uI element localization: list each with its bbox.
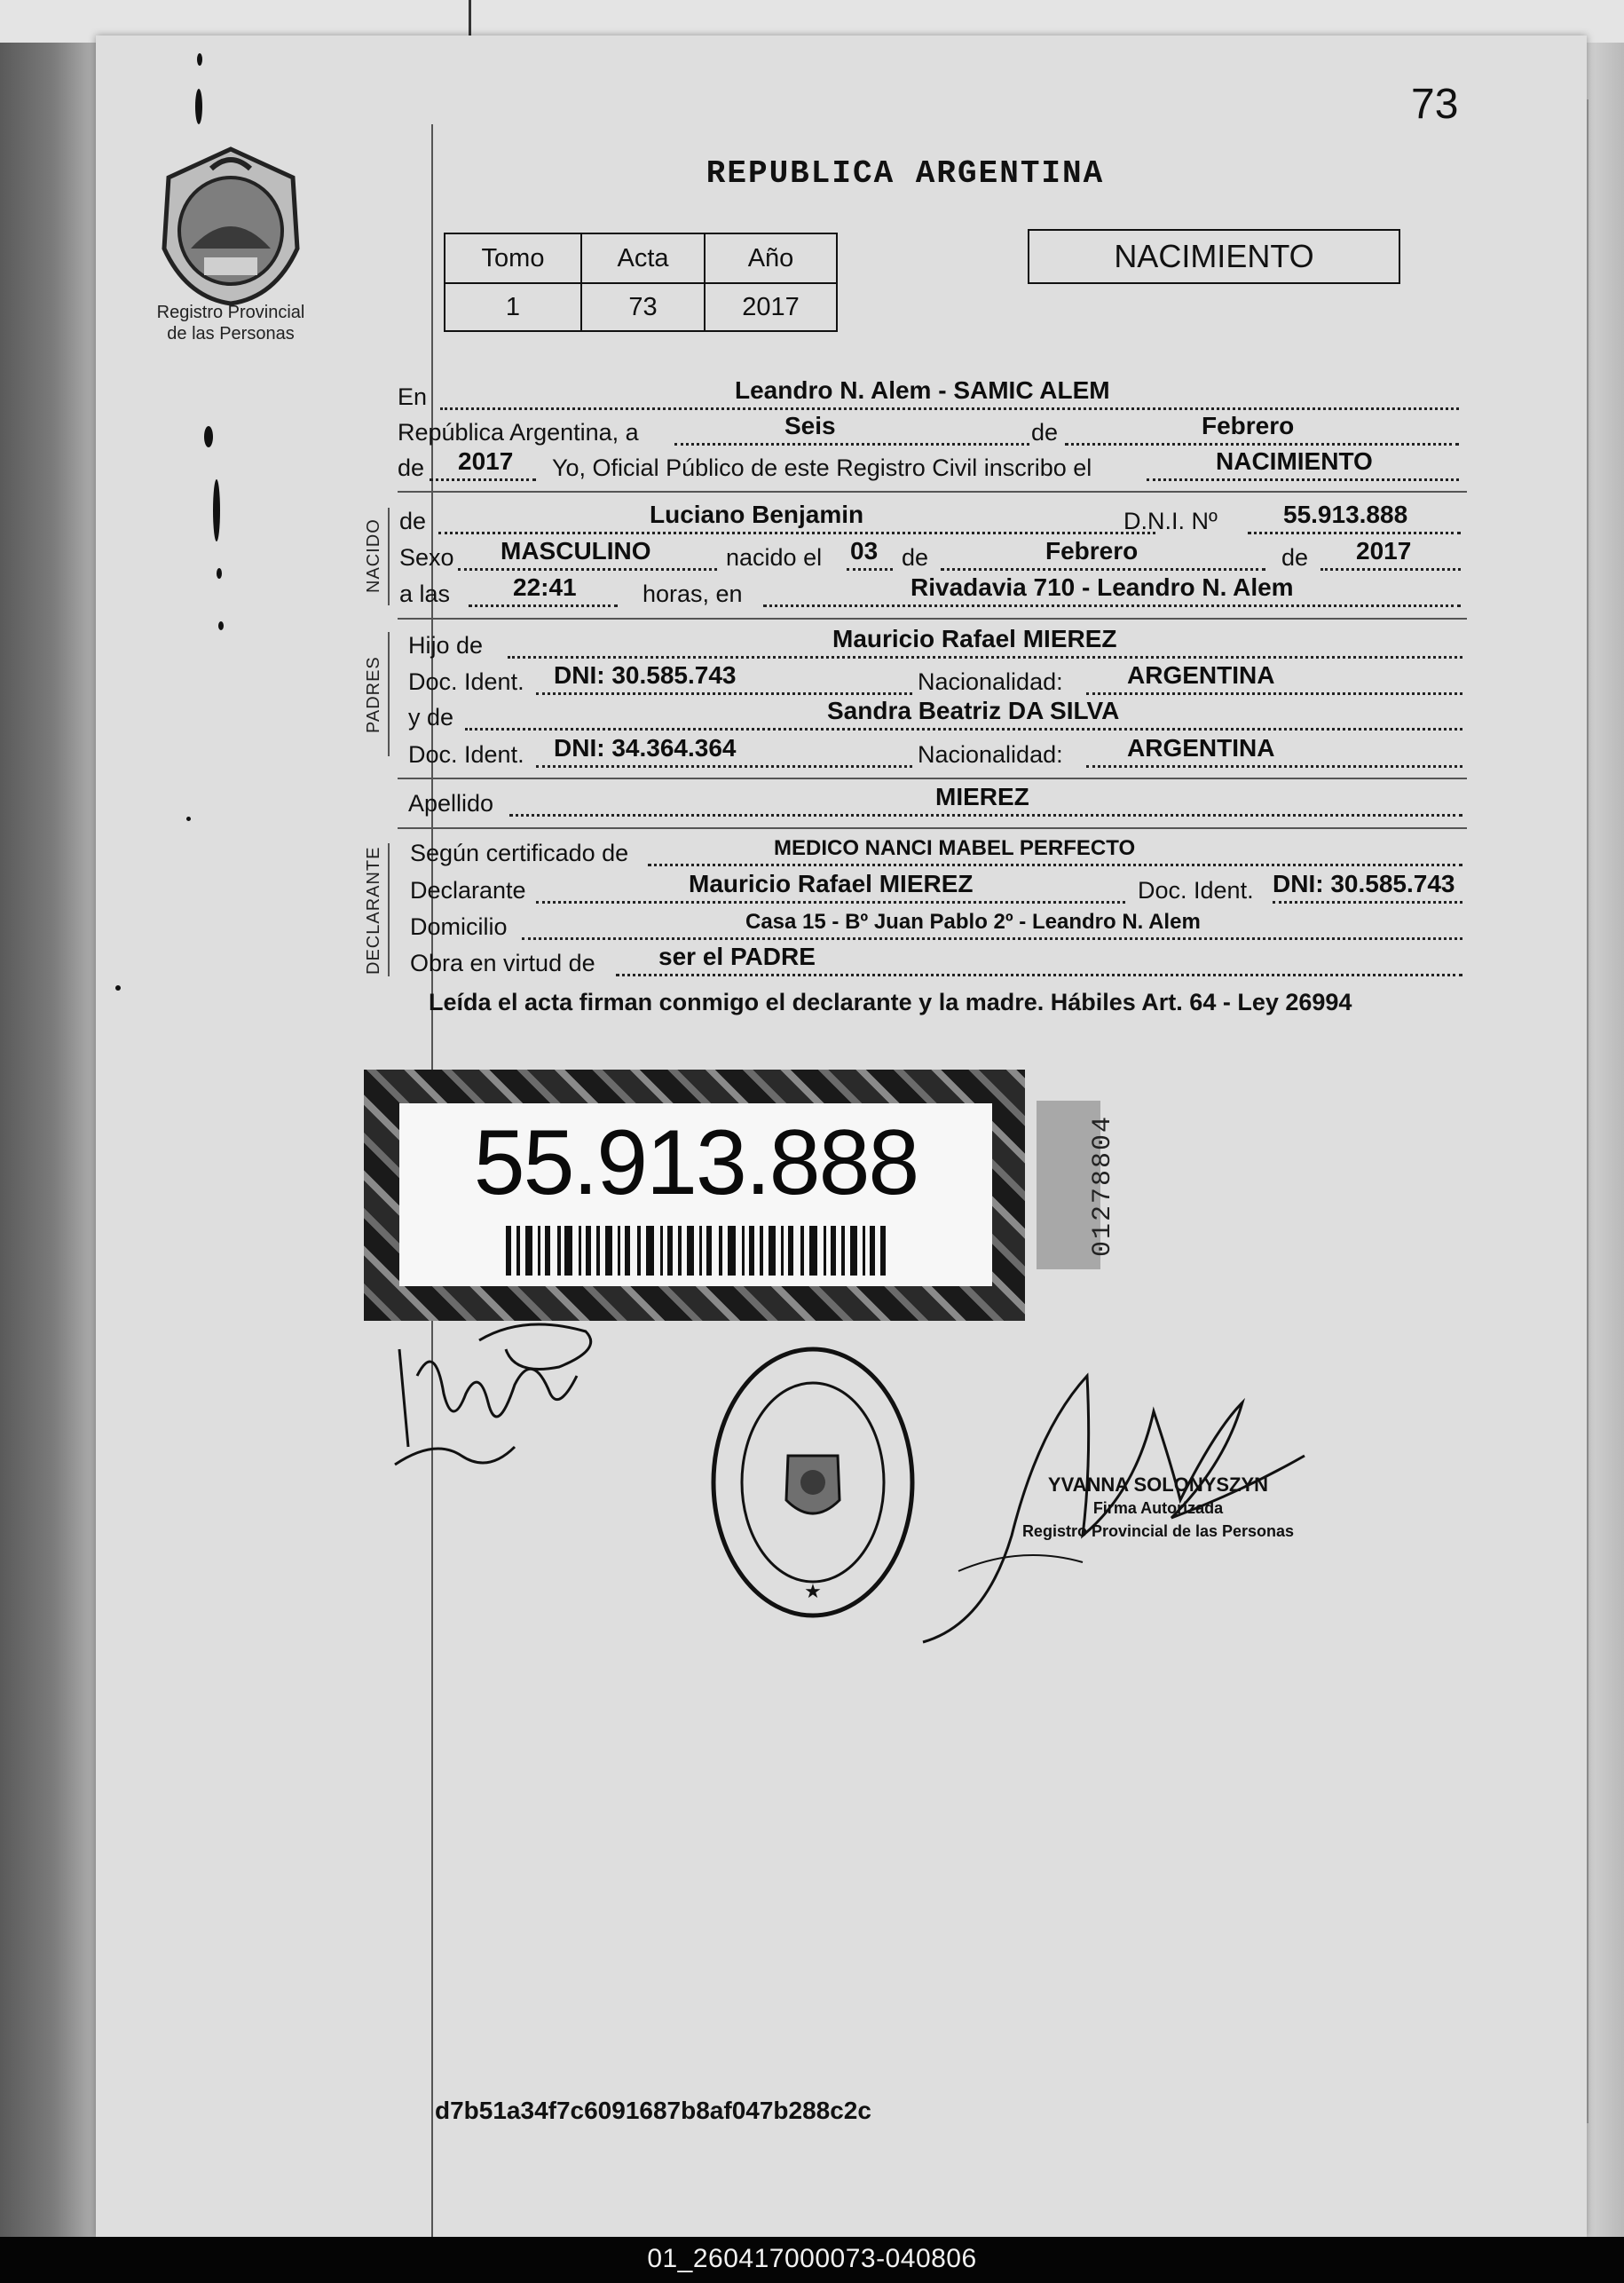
scan-speck (204, 426, 213, 447)
id-label-number: 55.913.888 (473, 1111, 918, 1214)
section-divider (398, 618, 1467, 620)
scan-speck (195, 89, 202, 124)
newborn-de-label: de (399, 508, 427, 534)
section-bar (388, 508, 390, 605)
sex-label: Sexo (399, 544, 454, 571)
dotted-line (1086, 765, 1462, 768)
place-value: Leandro N. Alem - SAMIC ALEM (735, 376, 1110, 404)
capacity-row (398, 944, 1462, 980)
scan-speck (217, 568, 222, 579)
dotted-line (674, 443, 1029, 446)
surname-value: MIEREZ (935, 783, 1029, 810)
scan-speck (218, 621, 224, 630)
newborn-dni: 55.913.888 (1283, 501, 1408, 528)
dotted-line (1273, 901, 1462, 904)
acta-header: Acta (581, 233, 705, 283)
dotted-line (941, 568, 1265, 571)
dotted-line (438, 532, 1155, 534)
dotted-line (1320, 568, 1461, 571)
birth-place: Rivadavia 710 - Leandro N. Alem (911, 573, 1294, 601)
address-value: Casa 15 - Bº Juan Pablo 2º - Leandro N. Alem (745, 910, 1201, 934)
address-row (398, 908, 1462, 944)
month-value: Febrero (1202, 412, 1295, 439)
mother-nationality: ARGENTINA (1127, 734, 1275, 762)
father-nat-label: Nacionalidad: (918, 668, 1063, 695)
registry-table (444, 233, 838, 332)
legal-note: Leída el acta firman conmigo el declarante y la madre. Hábiles Art. 64 - Ley 26994 (429, 989, 1352, 1015)
surname-row (398, 785, 1462, 820)
official-office: Registro Provincial de las Personas (1021, 1522, 1295, 1540)
newborn-name: Luciano Benjamin (650, 501, 864, 528)
registry-header-row (445, 233, 837, 283)
serial-sticker (1037, 1101, 1118, 1269)
registry-value-row (445, 283, 837, 331)
nacido-section-label: NACIDO (364, 518, 383, 593)
section-divider (398, 827, 1467, 829)
mother-doc-label: Doc. Ident. (408, 741, 524, 768)
scan-footer-id: 01_260417000073-040806 (0, 2237, 1624, 2283)
country-title: REPUBLICA ARGENTINA (706, 155, 1105, 192)
year-statement: Yo, Oficial Público de este Registro Civil inscribo el (552, 454, 1092, 481)
dotted-line (847, 568, 893, 571)
id-label-inner (399, 1103, 992, 1286)
tomo-header: Tomo (445, 233, 581, 283)
dotted-line (522, 937, 1462, 940)
crest-line-1: Registro Provincial (156, 303, 305, 322)
dotted-line (469, 604, 618, 607)
year-de-label: de (398, 454, 425, 481)
anio-value: 2017 (705, 283, 837, 331)
declarant-name: Mauricio Rafael MIEREZ (689, 870, 974, 897)
date-row (398, 414, 1462, 449)
time-row (398, 575, 1462, 611)
dotted-line (509, 814, 1462, 817)
sex-row (398, 539, 1462, 574)
dotted-line (1065, 443, 1459, 446)
crest-line-2: de las Personas (167, 324, 295, 344)
registry-seal (706, 1340, 919, 1624)
date-de-label: de (1031, 419, 1059, 446)
padres-section-label: PADRES (364, 656, 383, 733)
dotted-line (440, 407, 1459, 410)
provincial-crest-icon (142, 142, 319, 311)
address-label: Domicilio (410, 913, 508, 940)
father-nationality: ARGENTINA (1127, 661, 1275, 689)
father-doc-row (398, 663, 1462, 699)
act-value: NACIMIENTO (1216, 447, 1373, 475)
dotted-line (508, 656, 1462, 659)
born-day: 03 (850, 537, 879, 565)
dotted-line (648, 864, 1462, 866)
time-label: a las (399, 581, 451, 607)
time-value: 22:41 (513, 573, 577, 601)
declarant-doc: DNI: 30.585.743 (1273, 870, 1455, 897)
page-number: 73 (1411, 81, 1459, 128)
surname-label: Apellido (408, 790, 494, 817)
mother-name: Sandra Beatriz DA SILVA (827, 697, 1120, 724)
born-de-label: de (902, 544, 929, 571)
id-label-sticker (364, 1070, 1025, 1321)
dotted-line (1248, 532, 1461, 534)
section-bar (388, 843, 390, 976)
year-value: 2017 (458, 447, 514, 475)
born-de-label-2: de (1281, 544, 1309, 571)
place-label: En (398, 383, 428, 410)
sex-value: MASCULINO (501, 537, 651, 565)
declarant-doc-label: Doc. Ident. (1138, 877, 1254, 904)
mother-doc: DNI: 34.364.364 (554, 734, 737, 762)
father-doc: DNI: 30.585.743 (554, 661, 737, 689)
day-value: Seis (784, 412, 836, 439)
document-hash: d7b51a34f7c6091687b8af047b288c2c (435, 2097, 871, 2124)
scan-speck (197, 53, 202, 66)
section-bar (388, 632, 390, 756)
serial-number: 01278804 (1088, 1114, 1118, 1257)
y-de-label: y de (408, 704, 454, 731)
declarant-label: Declarante (410, 877, 526, 904)
official-role: Firma Autorizada (1092, 1499, 1224, 1517)
dotted-line (536, 692, 912, 695)
dotted-line (1147, 478, 1459, 481)
official-name-stamp (998, 1473, 1318, 1543)
scan-speck (213, 479, 220, 541)
dotted-line (763, 604, 1461, 607)
dotted-line (616, 974, 1462, 976)
dotted-line (536, 765, 912, 768)
year-row (398, 449, 1462, 485)
binding-line (469, 0, 471, 36)
declarante-section-label: DECLARANTE (364, 846, 383, 975)
dotted-line (536, 901, 1125, 904)
scan-speck (115, 985, 121, 991)
mother-doc-row (398, 736, 1462, 771)
dotted-line (1086, 692, 1462, 695)
scan-speck (186, 817, 191, 821)
capacity-label: Obra en virtud de (410, 950, 595, 976)
dni-label: D.N.I. Nº (1123, 508, 1218, 534)
section-divider (398, 778, 1467, 779)
newborn-name-row (398, 502, 1462, 538)
father-name: Mauricio Rafael MIEREZ (832, 625, 1117, 652)
father-doc-label: Doc. Ident. (408, 668, 524, 695)
acta-value: 73 (581, 283, 705, 331)
mother-row (398, 699, 1462, 734)
barcode-icon (506, 1226, 887, 1276)
born-label: nacido el (726, 544, 823, 571)
certificate-value: MEDICO NANCI MABEL PERFECTO (774, 836, 1136, 860)
certificate-label: Según certificado de (410, 840, 629, 866)
father-row (398, 627, 1462, 662)
place-row (398, 378, 1462, 414)
certificate-row (398, 834, 1462, 870)
hours-label: horas, en (643, 581, 743, 607)
date-label: República Argentina, a (398, 419, 639, 446)
declarant-row (398, 872, 1462, 907)
hijo-label: Hijo de (408, 632, 484, 659)
dotted-line (430, 478, 536, 481)
svg-text:★: ★ (804, 1580, 822, 1602)
right-margin-rule (1587, 99, 1589, 2123)
born-year: 2017 (1356, 537, 1412, 565)
dotted-line (465, 728, 1462, 731)
act-type-box: NACIMIENTO (1028, 229, 1400, 284)
section-divider (398, 491, 1467, 493)
anio-header: Año (705, 233, 837, 283)
capacity-value: ser el PADRE (658, 943, 816, 970)
mother-nat-label: Nacionalidad: (918, 741, 1063, 768)
declarant-signature (382, 1314, 612, 1509)
dotted-line (458, 568, 717, 571)
official-name: YVANNA SOLONYSZYN (1047, 1473, 1269, 1496)
born-month: Febrero (1045, 537, 1139, 565)
tomo-value: 1 (445, 283, 581, 331)
crest-caption (124, 302, 337, 344)
